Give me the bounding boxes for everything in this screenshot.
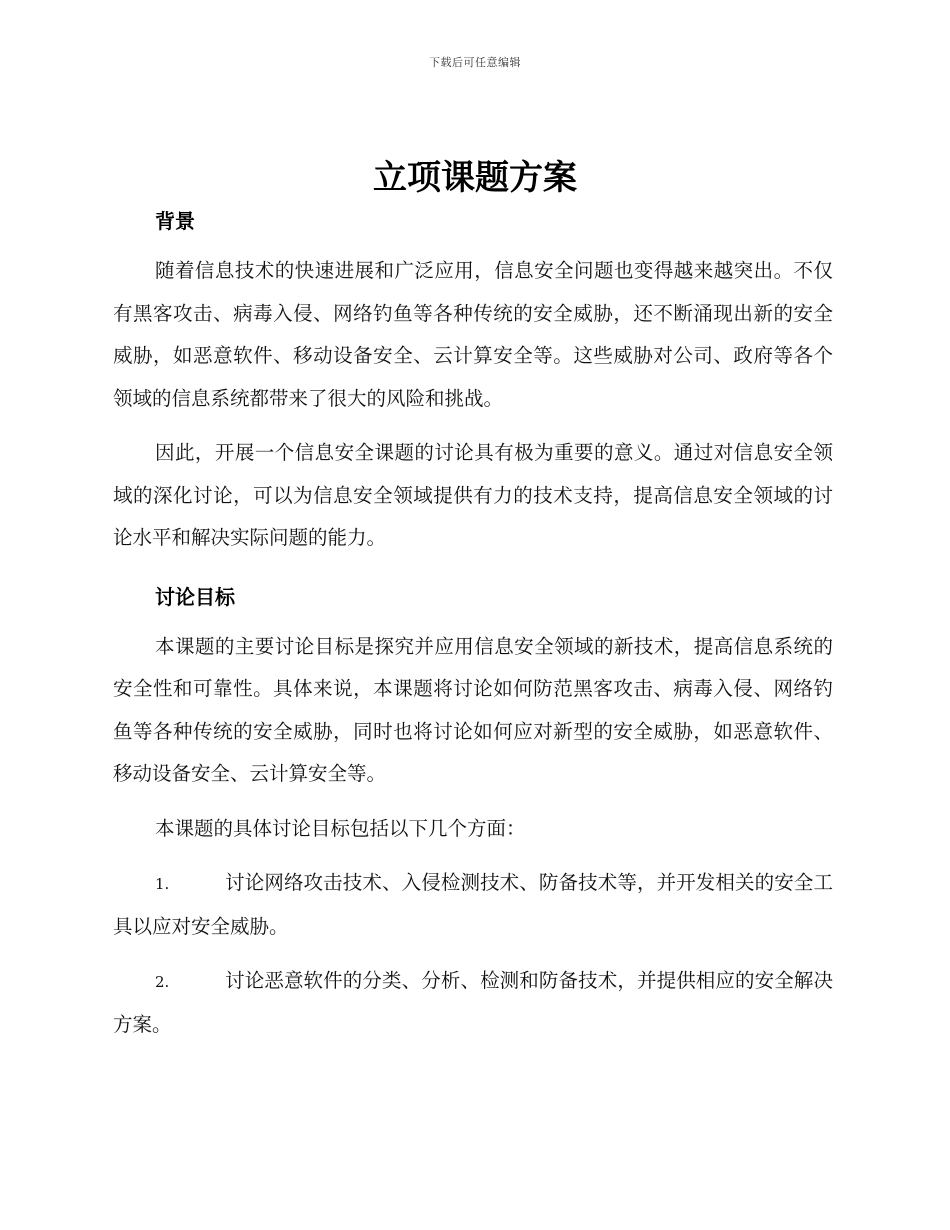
list-item-number: 1. [155, 875, 170, 893]
goal-list-item [113, 960, 833, 1046]
header-note: 下载后可任意编辑 [429, 56, 521, 69]
goals-paragraph-2: 本课题的具体讨论目标包括以下几个方面： [155, 816, 526, 840]
background-paragraph-2: 因此，开展一个信息安全课题的讨论具有极为重要的意义。通过对信息安全领域的深化讨论，可以为信息安全领域提供有力的技术支持，提高信息安全领域的讨论水平和解决实际问题的能力。 [113, 441, 833, 549]
section-heading-goals: 讨论目标 [155, 584, 235, 609]
goals-paragraph-1: 本课题的主要讨论目标是探究并应用信息安全领域的新技术，提高信息系统的安全性和可靠性。具体来说，本课题将讨论如何防范黑客攻击、病毒入侵、网络钓鱼等各种传统的安全威胁，同时也将讨论如何应对新型的安全威胁，如恶意软件、移动设备安全、云计算安全等。 [113, 634, 833, 785]
list-item-text: 讨论网络攻击技术、入侵检测技术、防备技术等，并开发相关的安全工具以应对安全威胁。 [113, 871, 833, 938]
list-item-number: 2. [155, 973, 170, 991]
document-body [113, 202, 833, 1046]
section-heading-background: 背景 [155, 209, 195, 233]
list-item-text: 讨论恶意软件的分类、分析、检测和防备技术，并提供相应的安全解决方案。 [113, 969, 833, 1036]
document-title: 立项课题方案 [373, 158, 577, 198]
goal-list-item [113, 862, 833, 948]
background-paragraph-1: 随着信息技术的快速进展和广泛应用，信息安全问题也变得越来越突出。不仅有黑客攻击、病毒入侵、网络钓鱼等各种传统的安全威胁，还不断涌现出新的安全威胁，如恶意软件、移动设备安全、云计算安全等。这些威胁对公司、政府等各个领域的信息系统都带来了很大的风险和挑战。 [113, 259, 833, 410]
